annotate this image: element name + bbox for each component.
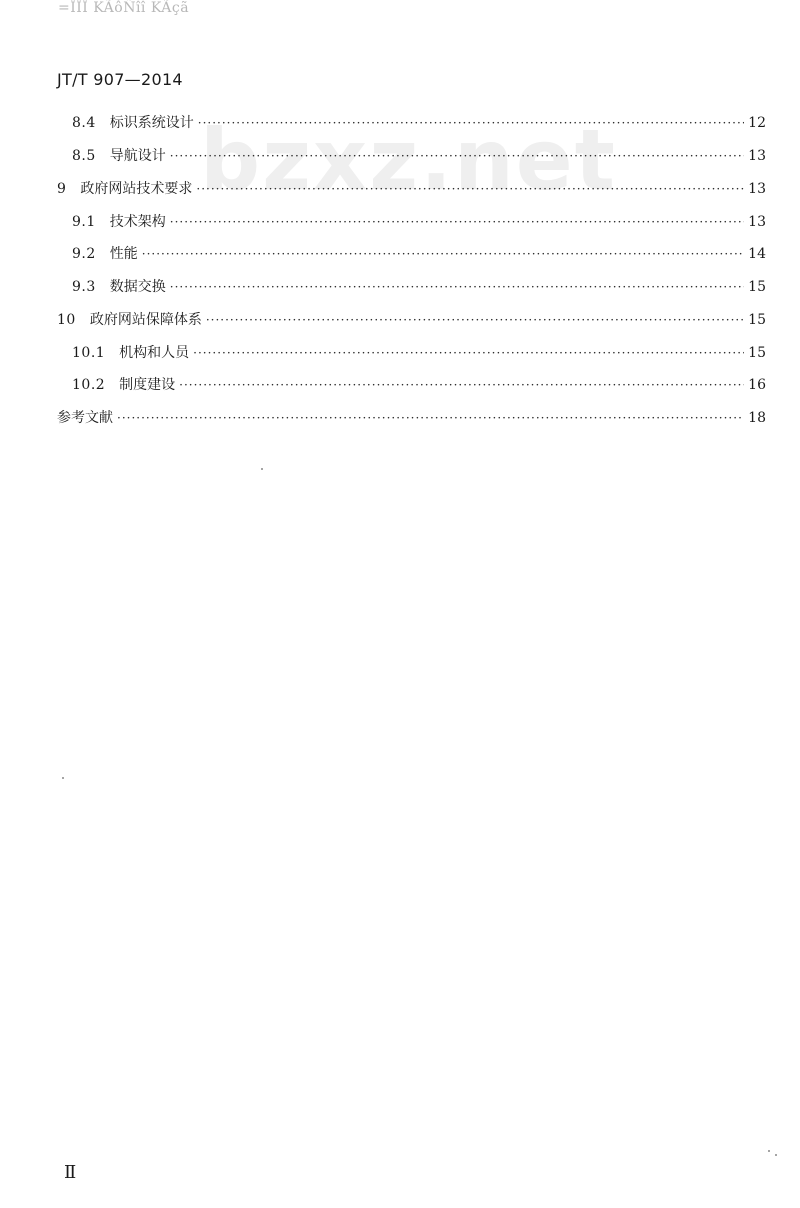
toc-entry-title: 政府网站保障体系 (89, 312, 202, 328)
toc-entry-number: 10 (57, 312, 76, 328)
toc-leader-dots (170, 211, 744, 233)
toc-leader-dots (179, 374, 744, 396)
page-number: Ⅱ (64, 1162, 77, 1183)
toc-entry-page: 15 (748, 312, 766, 328)
scan-speck (62, 777, 64, 779)
toc-entry-9[interactable] (57, 178, 766, 200)
toc-entry-page: 13 (748, 148, 766, 164)
toc-entry-number: 8.5 (72, 148, 96, 164)
toc-leader-dots (193, 342, 744, 364)
toc-entry-page: 12 (748, 115, 766, 131)
toc-entry-title: 标识系统设计 (109, 115, 194, 131)
toc-leader-dots (117, 407, 744, 429)
toc-entry-title: 性能 (109, 246, 138, 262)
toc-entry-page: 15 (748, 345, 766, 361)
scan-speck (775, 1154, 777, 1156)
toc-entry-title: 参考文献 (57, 410, 113, 426)
watermark: bzxz.net (200, 111, 617, 209)
toc-entry-page: 18 (748, 410, 766, 426)
toc-entry-number: 9.1 (72, 214, 96, 230)
toc-leader-dots (206, 309, 744, 331)
toc-entry-number: 8.4 (72, 115, 96, 131)
toc-entry-9-1[interactable] (72, 211, 766, 233)
toc-entry-page: 13 (748, 181, 766, 197)
toc-entry-page: 16 (748, 377, 766, 393)
toc-entry-10-1[interactable] (72, 342, 766, 364)
toc-entry-page: 14 (748, 246, 766, 262)
toc-leader-dots (170, 145, 744, 167)
toc-leader-dots (142, 243, 744, 265)
toc-entry-references[interactable] (57, 407, 766, 429)
toc-entry-title: 数据交换 (109, 279, 166, 295)
toc-entry-number: 9.3 (72, 279, 96, 295)
toc-entry-number: 9 (57, 181, 67, 197)
toc-entry-9-2[interactable] (72, 243, 766, 265)
toc-leader-dots (198, 112, 744, 134)
toc-entry-title: 政府网站技术要求 (80, 181, 193, 197)
toc-entry-number: 10.1 (72, 345, 106, 361)
scan-speck (768, 1150, 770, 1152)
scan-speck (261, 468, 263, 470)
toc-entry-title: 导航设计 (109, 148, 166, 164)
toc-entry-10-2[interactable] (72, 374, 766, 396)
toc-entry-title: 技术架构 (109, 214, 166, 230)
toc-entry-8-5[interactable] (72, 145, 766, 167)
toc-entry-9-3[interactable] (72, 276, 766, 298)
toc-leader-dots (196, 178, 744, 200)
toc-entry-10[interactable] (57, 309, 766, 331)
toc-leader-dots (170, 276, 744, 298)
document-code: JT/T 907—2014 (57, 70, 183, 89)
toc-entry-8-4[interactable] (72, 112, 766, 134)
header-garbled-text: =ÏÏÏ KÃôÑîî KÃçã (58, 0, 190, 16)
toc-entry-page: 13 (748, 214, 766, 230)
toc-entry-number: 10.2 (72, 377, 106, 393)
toc-entry-number: 9.2 (72, 246, 96, 262)
toc-entry-title: 制度建设 (119, 377, 176, 393)
toc-entry-page: 15 (748, 279, 766, 295)
toc-entry-title: 机构和人员 (119, 345, 190, 361)
